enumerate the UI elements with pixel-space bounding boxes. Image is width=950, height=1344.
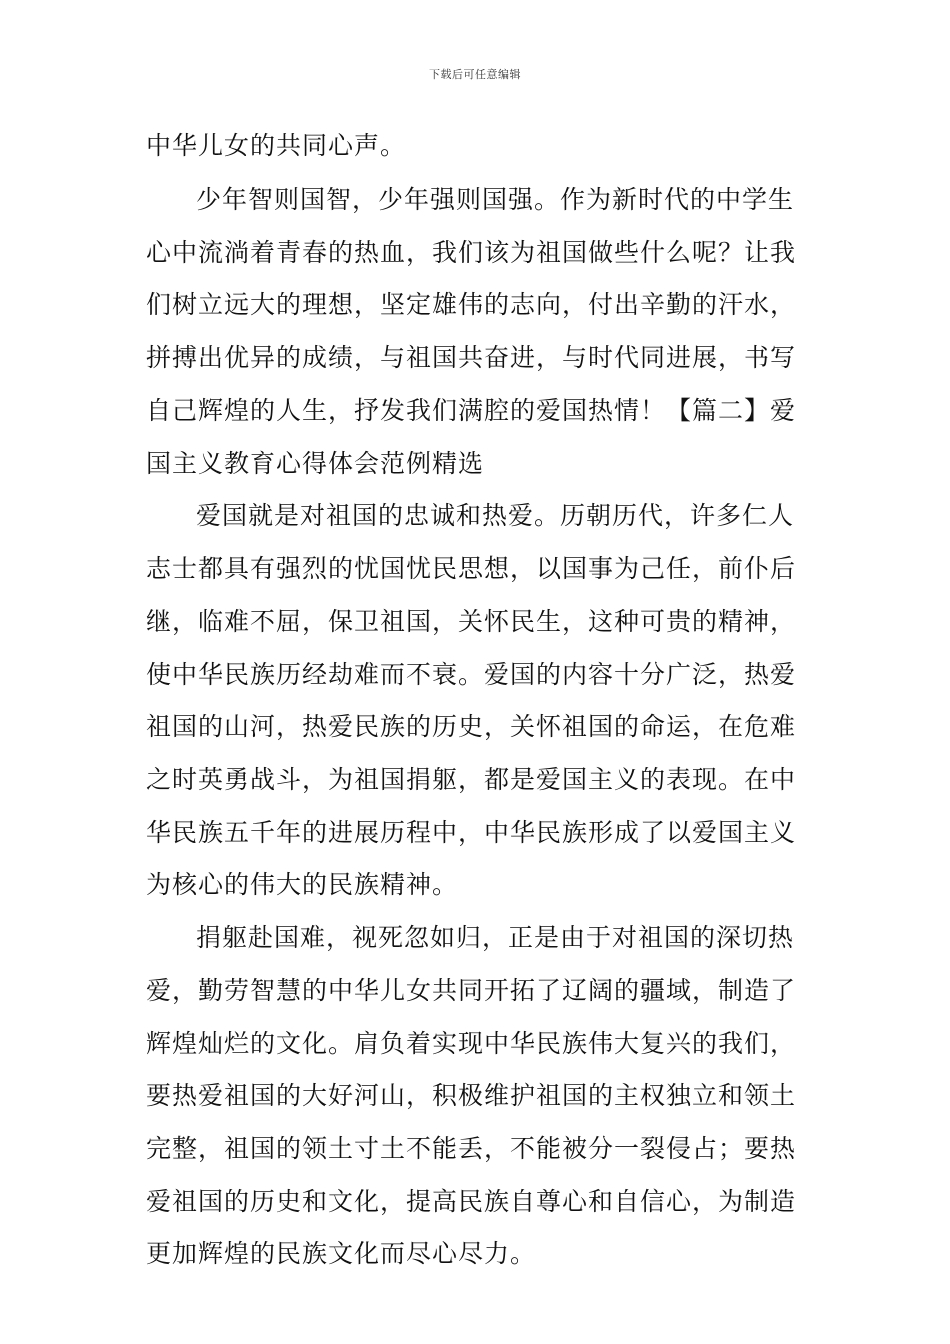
text-line: 国主义教育心得体会范例精选 <box>146 449 485 478</box>
text-line: 之时英勇战斗，为祖国捐躯，都是爱国主义的表现。在中 <box>146 765 797 794</box>
text-line: 爱祖国的历史和文化，提高民族自尊心和自信心，为制造 <box>146 1187 797 1216</box>
text-line: 华民族五千年的进展历程中，中华民族形成了以爱国主义 <box>146 818 797 847</box>
paragraph-first-line: 爱国就是对祖国的忠诚和热爱。历朝历代，许多仁人 <box>196 501 795 530</box>
text-line: 中华儿女的共同心声。 <box>146 131 407 160</box>
text-line: 为核心的伟大的民族精神。 <box>146 870 459 899</box>
text-line: 辉煌灿烂的文化。肩负着实现中华民族伟大复兴的我们， <box>146 1029 797 1058</box>
text-line: 自己辉煌的人生，抒发我们满腔的爱国热情！【篇二】爱 <box>146 396 797 425</box>
text-line: 使中华民族历经劫难而不衰。爱国的内容十分广泛，热爱 <box>146 660 797 689</box>
text-line: 们树立远大的理想，坚定雄伟的志向，付出辛勤的汗水， <box>146 290 797 319</box>
text-line: 继，临难不屈，保卫祖国，关怀民生，这种可贵的精神， <box>146 607 797 636</box>
paragraph-first-line: 少年智则国智，少年强则国强。作为新时代的中学生 <box>196 185 795 214</box>
text-line: 更加辉煌的民族文化而尽心尽力。 <box>146 1239 537 1268</box>
text-line: 祖国的山河，热爱民族的历史，关怀祖国的命运，在危难 <box>146 712 797 741</box>
page-header: 下载后可任意编辑 <box>429 68 521 81</box>
text-line: 爱，勤劳智慧的中华儿女共同开拓了辽阔的疆域，制造了 <box>146 976 797 1005</box>
text-line: 志士都具有强烈的忧国忧民思想，以国事为己任，前仆后 <box>146 554 797 583</box>
text-line: 心中流淌着青春的热血，我们该为祖国做些什么呢？让我 <box>146 238 797 267</box>
text-line: 拼搏出优异的成绩，与祖国共奋进，与时代同进展，书写 <box>146 343 797 372</box>
paragraph-first-line: 捐躯赴国难，视死忽如归，正是由于对祖国的深切热 <box>196 923 795 952</box>
text-line: 要热爱祖国的大好河山，积极维护祖国的主权独立和领土 <box>146 1081 797 1110</box>
text-line: 完整，祖国的领土寸土不能丢，不能被分一裂侵占；要热 <box>146 1134 797 1163</box>
